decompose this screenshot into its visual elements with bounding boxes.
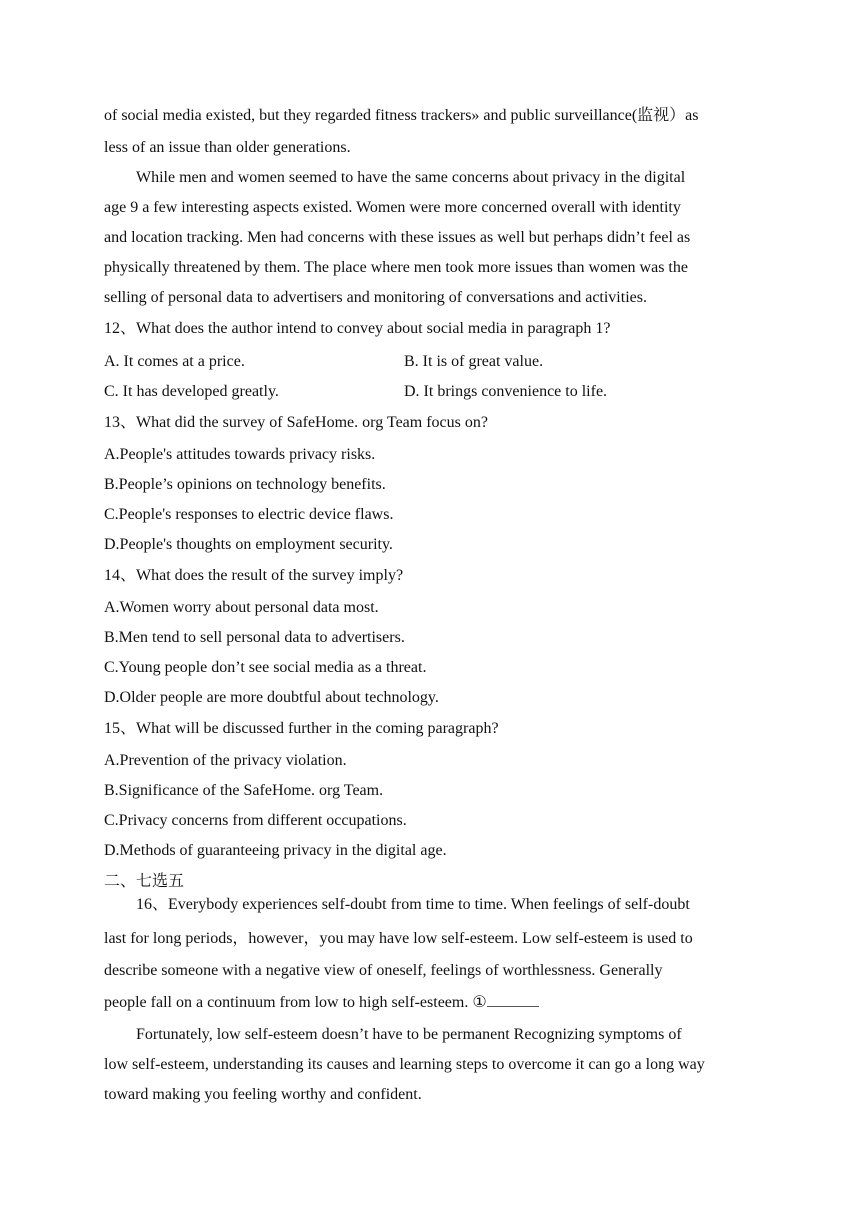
passage-line: of social media existed, but they regarded fitness trackers» and public surveillance(监视）as — [104, 107, 699, 124]
question-stem: 14、What does the result of the survey imply? — [104, 567, 404, 584]
passage-line: and location tracking. Men had concerns with these issues as well but perhaps didn’t feel as — [104, 229, 691, 246]
passage-line: selling of personal data to advertisers and monitoring of conversations and activities. — [104, 289, 647, 306]
passage-line: physically threatened by them. The place where men took more issues than women was the — [104, 259, 688, 276]
section-heading: 二、七选五 — [104, 873, 185, 890]
passage-text: people fall on a continuum from low to high self-esteem. ① — [104, 994, 487, 1011]
option-a: A.People's attitudes towards privacy risks. — [104, 446, 376, 463]
option-a: A.Women worry about personal data most. — [104, 599, 379, 616]
passage-line-with-blank — [104, 992, 539, 1013]
option-b: B.Significance of the SafeHome. org Team. — [104, 782, 384, 799]
option-a: A.Prevention of the privacy violation. — [104, 752, 347, 769]
question-stem: 12、What does the author intend to convey about social media in paragraph 1? — [104, 320, 611, 337]
option-d: D.Methods of guaranteeing privacy in the digital age. — [104, 842, 447, 859]
question-stem: 15、What will be discussed further in the coming paragraph? — [104, 720, 499, 737]
option-d: D.People's thoughts on employment security. — [104, 536, 393, 553]
option-a: A. It comes at a price. — [104, 353, 245, 370]
passage-line: last for long periods，however，you may have low self-esteem. Low self-esteem is used to — [104, 930, 693, 947]
option-c: C.Privacy concerns from different occupations. — [104, 812, 407, 829]
option-d: D.Older people are more doubtful about technology. — [104, 689, 439, 706]
passage-line: describe someone with a negative view of oneself, feelings of worthlessness. Generally — [104, 962, 663, 979]
option-b: B.People’s opinions on technology benefits. — [104, 476, 386, 493]
passage-line: Fortunately, low self-esteem doesn’t have to be permanent Recognizing symptoms of — [136, 1026, 682, 1043]
question-stem: 13、What did the survey of SafeHome. org Team focus on? — [104, 414, 488, 431]
option-b: B.Men tend to sell personal data to advertisers. — [104, 629, 405, 646]
passage-line: 16、Everybody experiences self-doubt from time to time. When feelings of self-doubt — [136, 896, 690, 913]
option-b: B. It is of great value. — [404, 353, 544, 370]
passage-line: less of an issue than older generations. — [104, 139, 351, 156]
passage-line: While men and women seemed to have the same concerns about privacy in the digital — [136, 169, 686, 186]
option-c: C.People's responses to electric device flaws. — [104, 506, 394, 523]
option-c: C. It has developed greatly. — [104, 383, 279, 400]
passage-line: low self-esteem, understanding its causes and learning steps to overcome it can go a long way — [104, 1056, 705, 1073]
passage-line: toward making you feeling worthy and confident. — [104, 1086, 422, 1103]
option-d: D. It brings convenience to life. — [404, 383, 608, 400]
answer-blank[interactable] — [487, 992, 539, 1007]
option-c: C.Young people don’t see social media as a threat. — [104, 659, 427, 676]
passage-line: age 9 a few interesting aspects existed. Women were more concerned overall with identity — [104, 199, 681, 216]
